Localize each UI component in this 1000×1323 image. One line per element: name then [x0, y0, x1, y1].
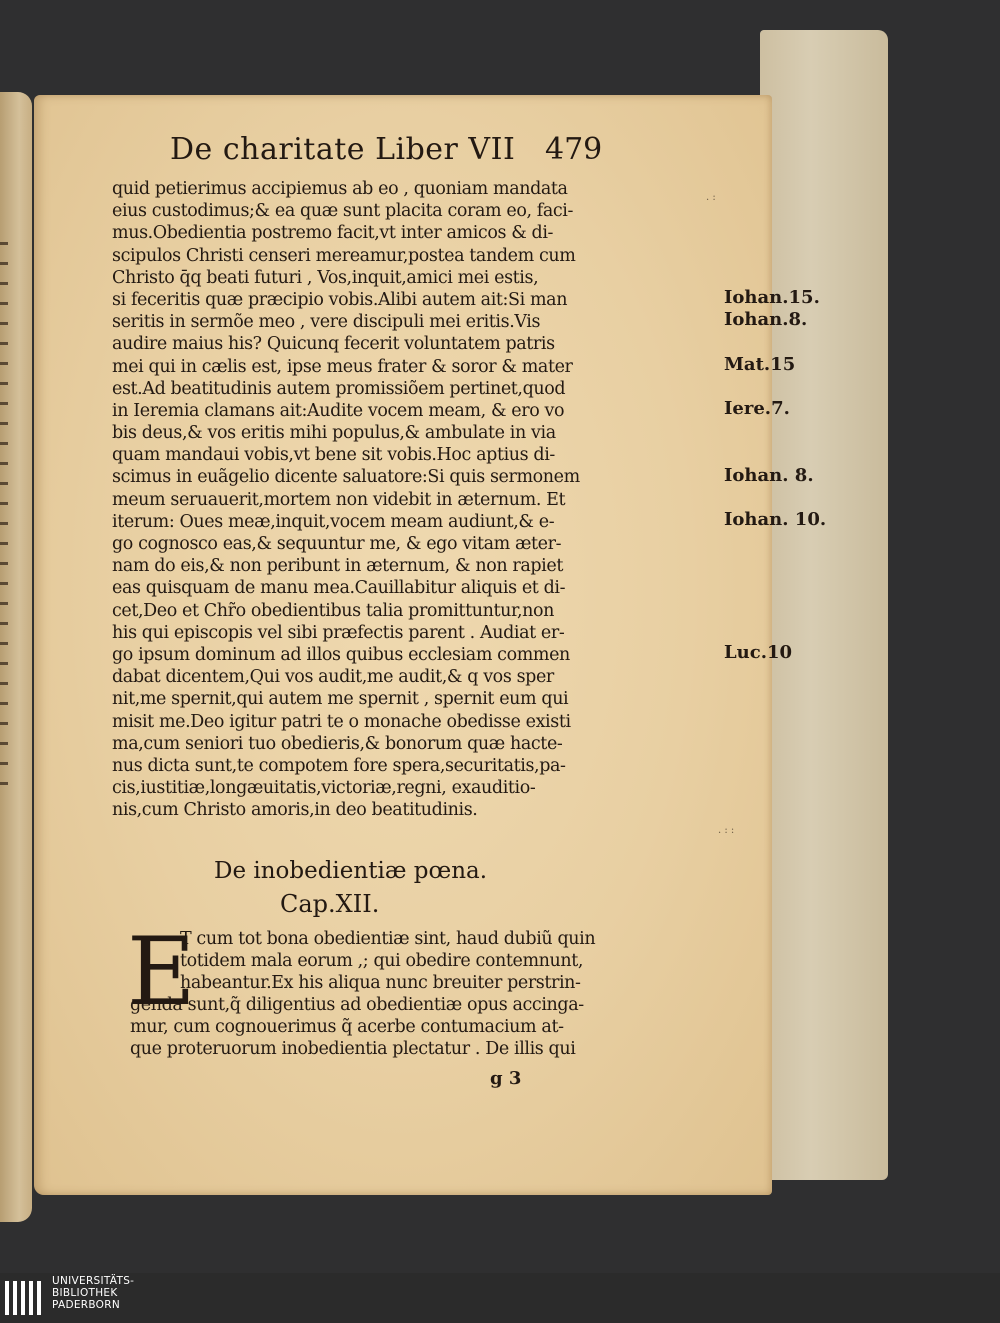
- marginal-notes: [724, 178, 827, 978]
- specks: . : :: [718, 825, 735, 836]
- text-line: cet,Deo et Chr̃o obedientibus talia promittuntur,non: [112, 600, 555, 621]
- left-page-text-edges: [0, 242, 12, 742]
- text-line: cis,iustitiæ,longæuitatis,victoriæ,regni, exauditio-: [112, 778, 536, 799]
- marginal-note: Iere.7.: [724, 398, 790, 419]
- text-line: Christo q̄q beati futuri , Vos,inquit,amici mei estis,: [112, 267, 539, 288]
- marginal-note: Mat.15: [724, 353, 796, 375]
- text-line: nus dicta sunt,te compotem fore spera,securitatis,pa-: [112, 755, 566, 776]
- text-line: his qui episcopis vel sibi præfectis parent . Audiat er-: [112, 622, 565, 643]
- text-line: nam do eis,& non peribunt in æternum, & non rapiet: [112, 556, 563, 577]
- library-name-line-2: BIBLIOTHEK: [52, 1287, 118, 1299]
- text-line: quam mandaui vobis,vt bene sit vobis.Hoc aptius di-: [112, 445, 555, 466]
- text-line: habeantur.Ex his aliqua nunc breuiter perstrin-: [180, 973, 581, 994]
- running-header: [170, 132, 620, 176]
- text-line: eas quisquam de manu mea.Cauillabitur aliquis et di-: [112, 578, 566, 599]
- library-name-line-1: UNIVERSITÄTS-: [52, 1275, 135, 1287]
- indented-text-block: [180, 928, 630, 995]
- final-text-block: [130, 994, 630, 1061]
- text-line: iterum: Oues meæ,inquit,vocem meam audiunt,& e-: [112, 511, 555, 532]
- text-line: T cum tot bona obedientiæ sint, haud dubiũ quin: [180, 929, 596, 949]
- text-line: go ipsum dominum ad illos quibus ecclesiam commen: [112, 644, 570, 665]
- text-line: ma,cum seniori tuo obedieris,& bonorum quæ hacte-: [112, 733, 563, 754]
- text-line: nis,cum Christo amoris,in deo beatitudinis.: [112, 800, 478, 821]
- library-name: [52, 1275, 134, 1311]
- text-line: meum seruauerit,mortem non videbit in æternum. Et: [112, 489, 566, 510]
- marginal-note: Iohan.15.: [724, 287, 820, 308]
- text-line: mei qui in cælis est, ipse meus frater & soror & mater: [112, 356, 573, 377]
- text-line: scimus in euãgelio dicente saluatore:Si quis sermonem: [112, 467, 580, 488]
- text-line: nit,me spernit,qui autem me spernit , spernit eum qui: [112, 689, 569, 710]
- specks: . :: [706, 192, 716, 203]
- marginal-note: Iohan. 8.: [724, 464, 814, 486]
- chapter-number: Cap.XII.: [280, 890, 380, 918]
- text-line: mur, cum cognouerimus q̃ acerbe contumacium at-: [130, 1017, 564, 1038]
- header-title: De charitate Liber VII: [170, 132, 516, 167]
- text-line: go cognosco eas,& sequuntur me, & ego vitam æter-: [112, 534, 562, 554]
- text-line: dabat dicentem,Qui vos audit,me audit,& q vos sper: [112, 667, 554, 688]
- text-line: eius custodimus;& ea quæ sunt placita coram eo, faci-: [112, 201, 574, 222]
- library-columns-logo: [4, 1279, 46, 1317]
- text-line: bis deus,& vos eritis mihi populus,& ambulate in via: [112, 423, 556, 444]
- marginal-note: Luc.10: [724, 642, 793, 664]
- text-line: quid petierimus accipiemus ab eo , quoniam mandata: [112, 179, 568, 199]
- library-name-line-3: PADERBORN: [52, 1299, 120, 1311]
- text-line: genda sunt,q̃ diligentius ad obedientiæ opus accinga-: [130, 995, 584, 1015]
- text-line: totidem mala eorum ,; qui obedire contemnunt,: [180, 951, 584, 972]
- footer-bar: [0, 1273, 1000, 1323]
- text-line: seritis in sermõe meo , vere discipuli mei eritis.Vis: [112, 312, 541, 333]
- decorated-initial: E: [127, 918, 196, 1027]
- text-line: si feceritis quæ præcipio vobis.Alibi autem ait:Si man: [112, 289, 568, 310]
- marginal-note: Iohan. 10.: [724, 509, 827, 530]
- text-line: audire maius his? Quicunq fecerit voluntatem patris: [112, 334, 555, 355]
- text-line: scipulos Christi censeri mereamur,postea tandem cum: [112, 245, 576, 266]
- marginal-note: Iohan.8.: [724, 309, 808, 331]
- text-line: que proteruorum inobedientia plectatur . De illis qui: [130, 1039, 576, 1060]
- text-line: mus.Obedientia postremo facit,vt inter amicos & di-: [112, 223, 554, 244]
- page-number: 479: [545, 132, 603, 167]
- signature-mark: g 3: [490, 1068, 522, 1089]
- main-text-block: [112, 178, 827, 821]
- left-facing-page: [0, 92, 32, 1222]
- text-line: in Ieremia clamans ait:Audite vocem meam, & ero vo: [112, 400, 565, 421]
- chapter-heading: De inobedientiæ pœna.: [214, 858, 488, 884]
- text-line: misit me.Deo igitur patri te o monache obedisse existi: [112, 711, 571, 732]
- text-line: est.Ad beatitudinis autem promissiõem pertinet,quod: [112, 378, 566, 399]
